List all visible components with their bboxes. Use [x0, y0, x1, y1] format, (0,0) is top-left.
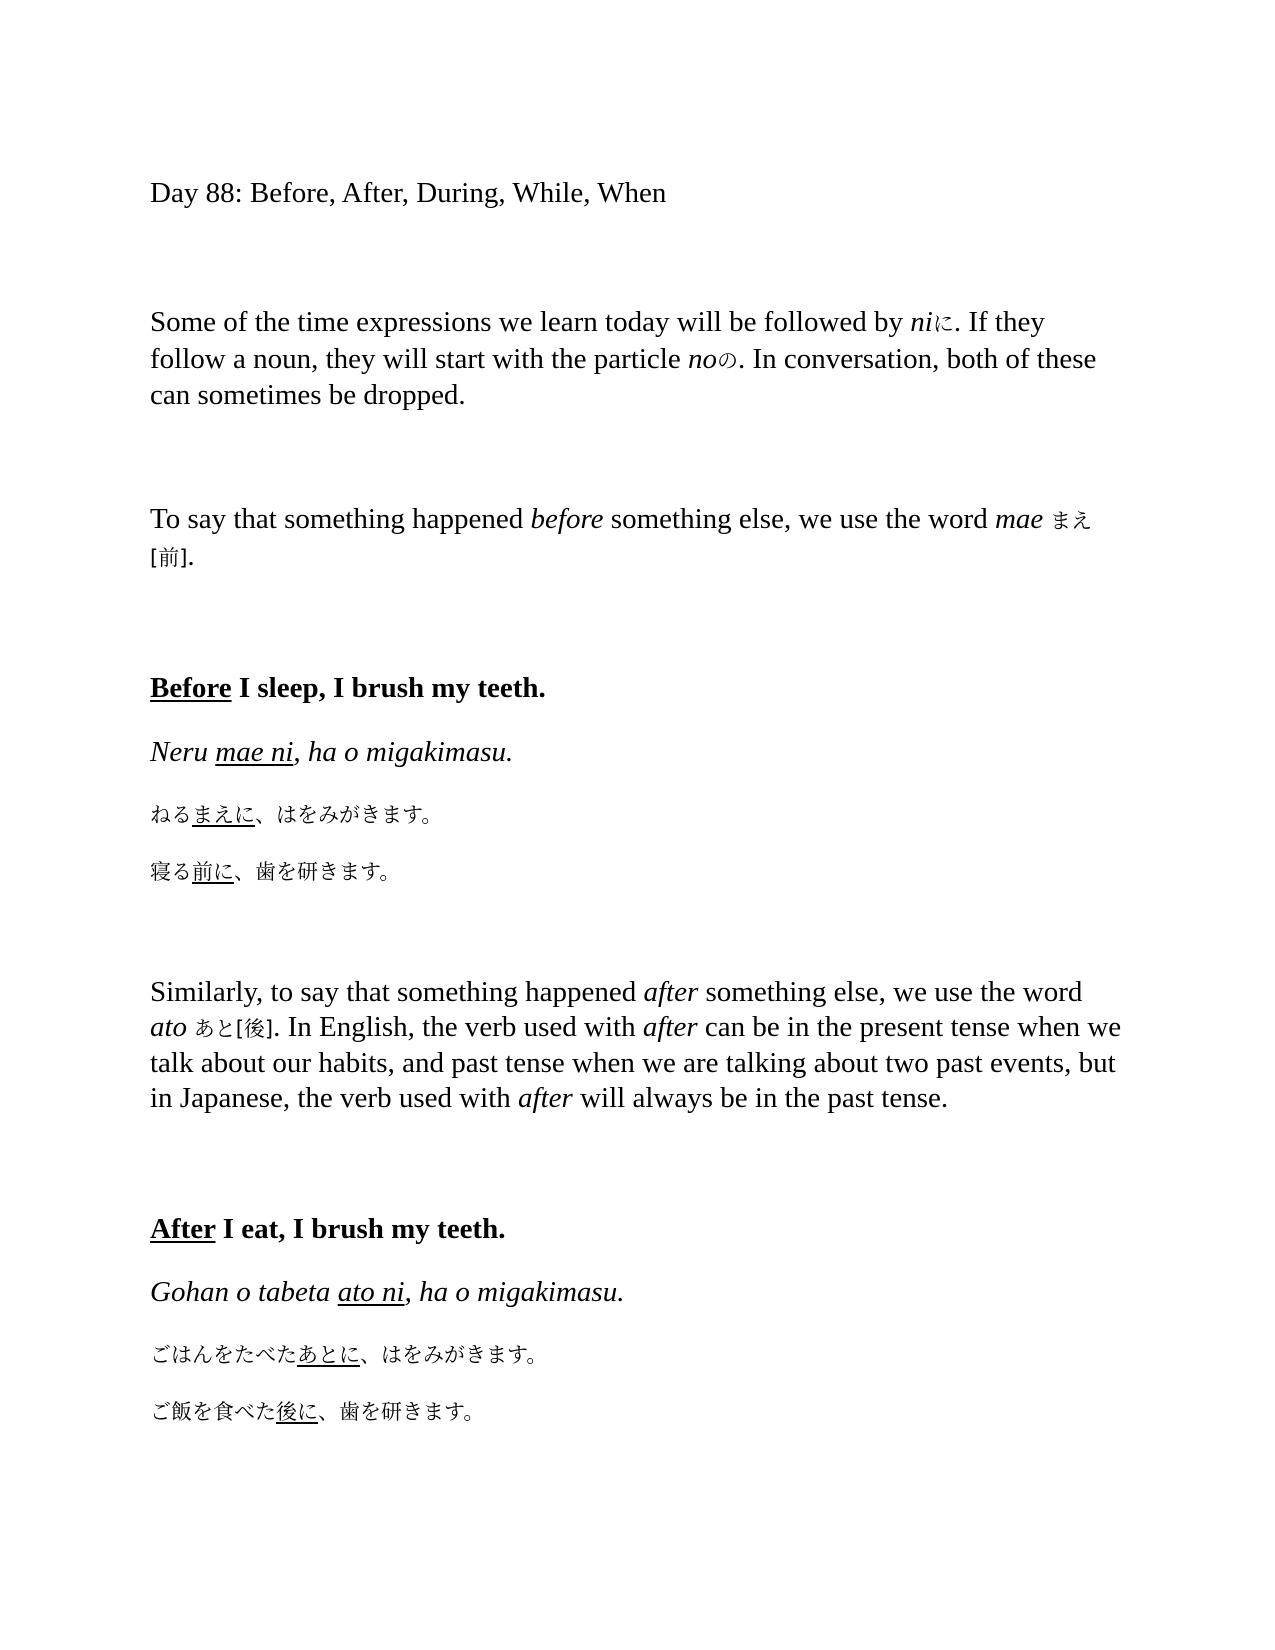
before-text-3: . [187, 539, 195, 572]
before-kanji-pre: 寝る [150, 860, 192, 884]
no-romaji: no [688, 342, 717, 375]
after-kanji-key: 後に [276, 1400, 318, 1424]
example-before-kana [150, 801, 1125, 829]
after-keyword: After [150, 1213, 216, 1245]
after-paragraph [150, 975, 1125, 1115]
no-kana: の [717, 348, 738, 373]
intro-text-1: Some of the time expressions we learn today will be followed by [150, 306, 911, 338]
ato-romaji: ato [150, 1010, 188, 1043]
ato-kana: あと[後] [187, 1016, 274, 1041]
mae-romaji: mae [994, 503, 1044, 535]
after-kana-post: 、はをみがきます。 [360, 1343, 548, 1367]
after-kana-key: あとに [297, 1343, 360, 1367]
after-romaji-pre: Gohan o tabeta [150, 1276, 338, 1308]
after-english-rest: I eat, I brush my teeth. [215, 1213, 506, 1245]
before-text-1: To say that something happened [150, 503, 531, 535]
after-kanji-post: 、歯を研きます。 [318, 1400, 485, 1424]
example-after-kanji [150, 1398, 1125, 1426]
after-kanji-pre: ご飯を食べた [150, 1400, 276, 1424]
after-text-5: will always be in the past tense. [572, 1081, 949, 1114]
intro-text-2: . If they follow a noun, they will start with the particle [150, 306, 1045, 375]
after-emphasis-2: after [642, 1010, 698, 1043]
after-text-1: Similarly, to say that something happened [150, 976, 644, 1008]
before-kana-key: まえに [192, 803, 255, 827]
after-text-3: . In English, the verb used with [273, 1010, 643, 1043]
example-after-english [150, 1212, 1125, 1246]
before-romaji-pre: Neru [150, 736, 216, 768]
example-after-kana [150, 1341, 1125, 1369]
example-before-english [150, 671, 1125, 705]
before-english-rest: I sleep, I brush my teeth. [231, 672, 546, 704]
page-title: Day 88: Before, After, During, While, When [150, 177, 667, 209]
ni-kana: に [932, 312, 954, 336]
before-text-2: something else, we use the word [603, 503, 995, 535]
after-text-4: can be in the present tense when we talk about our habits, and past tense when we are talking about two past events, but in Japanese, the verb used with [150, 1010, 1122, 1114]
before-kanji-key: 前に [192, 860, 234, 884]
example-after-romaji [150, 1275, 1125, 1309]
before-emphasis: before [530, 503, 604, 535]
after-romaji-post: , ha o migakimasu. [404, 1276, 625, 1308]
intro-text-3: . In conversation, both of these can sometimes be dropped. [150, 342, 1097, 411]
example-before-romaji [150, 735, 1125, 769]
mae-kana: まえ[前] [150, 509, 1092, 570]
after-kana-pre: ごはんをたべた [150, 1343, 297, 1367]
before-kana-pre: ねる [150, 803, 192, 827]
before-keyword: Before [150, 672, 232, 704]
ni-romaji: ni [910, 306, 933, 338]
after-romaji-key: ato ni [337, 1276, 405, 1308]
before-paragraph [150, 502, 1125, 575]
after-emphasis-1: after [643, 976, 699, 1008]
intro-paragraph [150, 305, 1125, 413]
after-text-2: something else, we use the word [698, 976, 1083, 1008]
before-kana-post: 、はをみがきます。 [255, 803, 443, 827]
before-romaji-post: , ha o migakimasu. [293, 736, 514, 768]
before-romaji-key: mae ni [215, 736, 294, 768]
example-before-kanji [150, 858, 1125, 886]
after-emphasis-3: after [518, 1081, 573, 1114]
before-kanji-post: 、歯を研きます。 [234, 860, 401, 884]
